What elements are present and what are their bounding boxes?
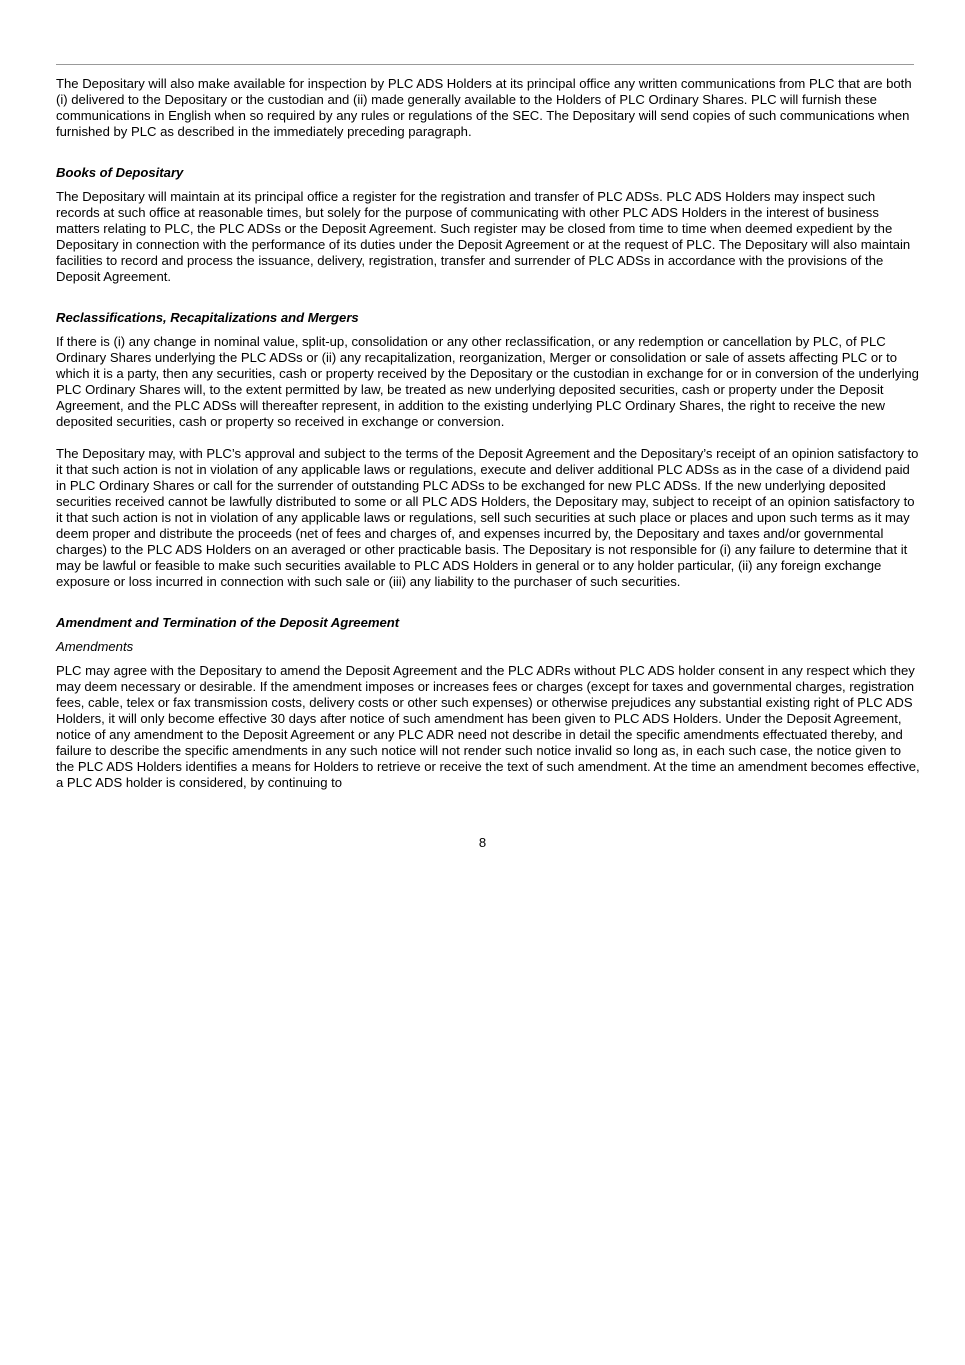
paragraph-books: The Depositary will maintain at its principal office a register for the registration and transfer of PLC ADSs. PLC ADS Holders may inspect such records at such office at reasonable times, but solely for the purpose of communicating with other PLC ADS Holders in the interest of business matters relating to PLC, the PLC ADSs or the Deposit Agreement. Such register may be closed from time to time when deemed expedient by the Depositary in connection with the performance of its duties under the Deposit Agreement or at the request of PLC. The Depositary will also maintain facilities to record and process the issuance, delivery, registration, transfer and surrender of PLC ADSs in accordance with the provisions of the Deposit Agreement.: [56, 189, 911, 284]
paragraph-inspection: The Depositary will also make available for inspection by PLC ADS Holders at its principal office any written communications from PLC that are both (i) delivered to the Depositary or the custodian and (ii) made generally available to the Holders of PLC Ordinary Shares. PLC will furnish these communications in English when so required by any rules or regulations of the SEC. The Depositary will send copies of such communications when furnished by PLC as described in the immediately preceding paragraph.: [56, 76, 912, 139]
heading-amendment-termination: Amendment and Termination of the Deposit Agreement: [56, 615, 400, 630]
paragraph-reclassifications: If there is (i) any change in nominal value, split-up, consolidation or any other reclassification, or any redemption or cancellation by PLC, of PLC Ordinary Shares underlying the PLC ADSs or (ii) any recapitalization, reorganization, Merger or consolidation or sale of assets affecting PLC or to which it is a party, then any securities, cash or property received by the Depositary or the custodian in exchange for or in conversion of the underlying PLC Ordinary Shares will, to the extent permitted by law, be treated as new underlying deposited securities, cash or property under the Deposit Agreement, and the PLC ADSs will thereafter represent, in addition to the existing underlying PLC Ordinary Shares, the right to receive the new deposited securities, cash or property so received in exchange or conversion.: [56, 334, 919, 429]
paragraph-amendments: PLC may agree with the Depositary to amend the Deposit Agreement and the PLC ADRs without PLC ADS holder consent in any respect which they may deem necessary or desirable. If the amendment imposes or increases fees or charges (except for taxes and governmental charges, registration fees, cable, telex or fax transmission costs, delivery costs or other such expenses) or otherwise prejudices any substantial existing right of PLC ADS Holders, it will only become effective 30 days after notice of such amendment has been given to PLC ADS Holders. Under the Deposit Agreement, notice of any amendment to the Deposit Agreement or any PLC ADR need not describe in detail the specific amendments effectuated thereby, and failure to describe the specific amendments in any such notice will not render such notice invalid so long as, in each such case, the notice given to the PLC ADS Holders identifies a means for Holders to retrieve or receive the text of such amendment. At the time an amendment becomes effective, a PLC ADS holder is considered, by continuing to: [56, 663, 920, 790]
document-body: [56, 76, 922, 791]
header-rule: [56, 64, 914, 65]
heading-books-of-depositary: Books of Depositary: [56, 165, 184, 180]
heading-reclassifications: Reclassifications, Recapitalizations and Mergers: [56, 310, 359, 325]
page-number: 8: [478, 835, 487, 850]
subheading-amendments: Amendments: [56, 639, 134, 654]
paragraph-additional-adss: The Depositary may, with PLC’s approval and subject to the terms of the Deposit Agreement and the Depositary’s receipt of an opinion satisfactory to it that such action is not in violation of any applicable laws or regulations, execute and deliver additional PLC ADSs as in the case of a dividend paid in PLC Ordinary Shares or call for the surrender of outstanding PLC ADSs to be exchanged for new PLC ADSs. If the new underlying deposited securities received cannot be lawfully distributed to some or all PLC ADS Holders, the Depositary may, subject to receipt of an opinion satisfactory to it that such action is not in violation of any applicable laws or regulations, sell such securities at such place or places and upon such terms as it may deem proper and distribute the proceeds (net of fees and charges of, and expenses incurred by, the Depositary and taxes and/or governmental charges) to the PLC ADS Holders on an averaged or other practicable basis. The Depositary is not responsible for (i) any failure to determine that it may be lawful or feasible to make such securities available to PLC ADS Holders in general or to any holder particular, (ii) any foreign exchange exposure or loss incurred in connection with such sale or (iii) any liability to the purchaser of such securities.: [56, 446, 919, 589]
